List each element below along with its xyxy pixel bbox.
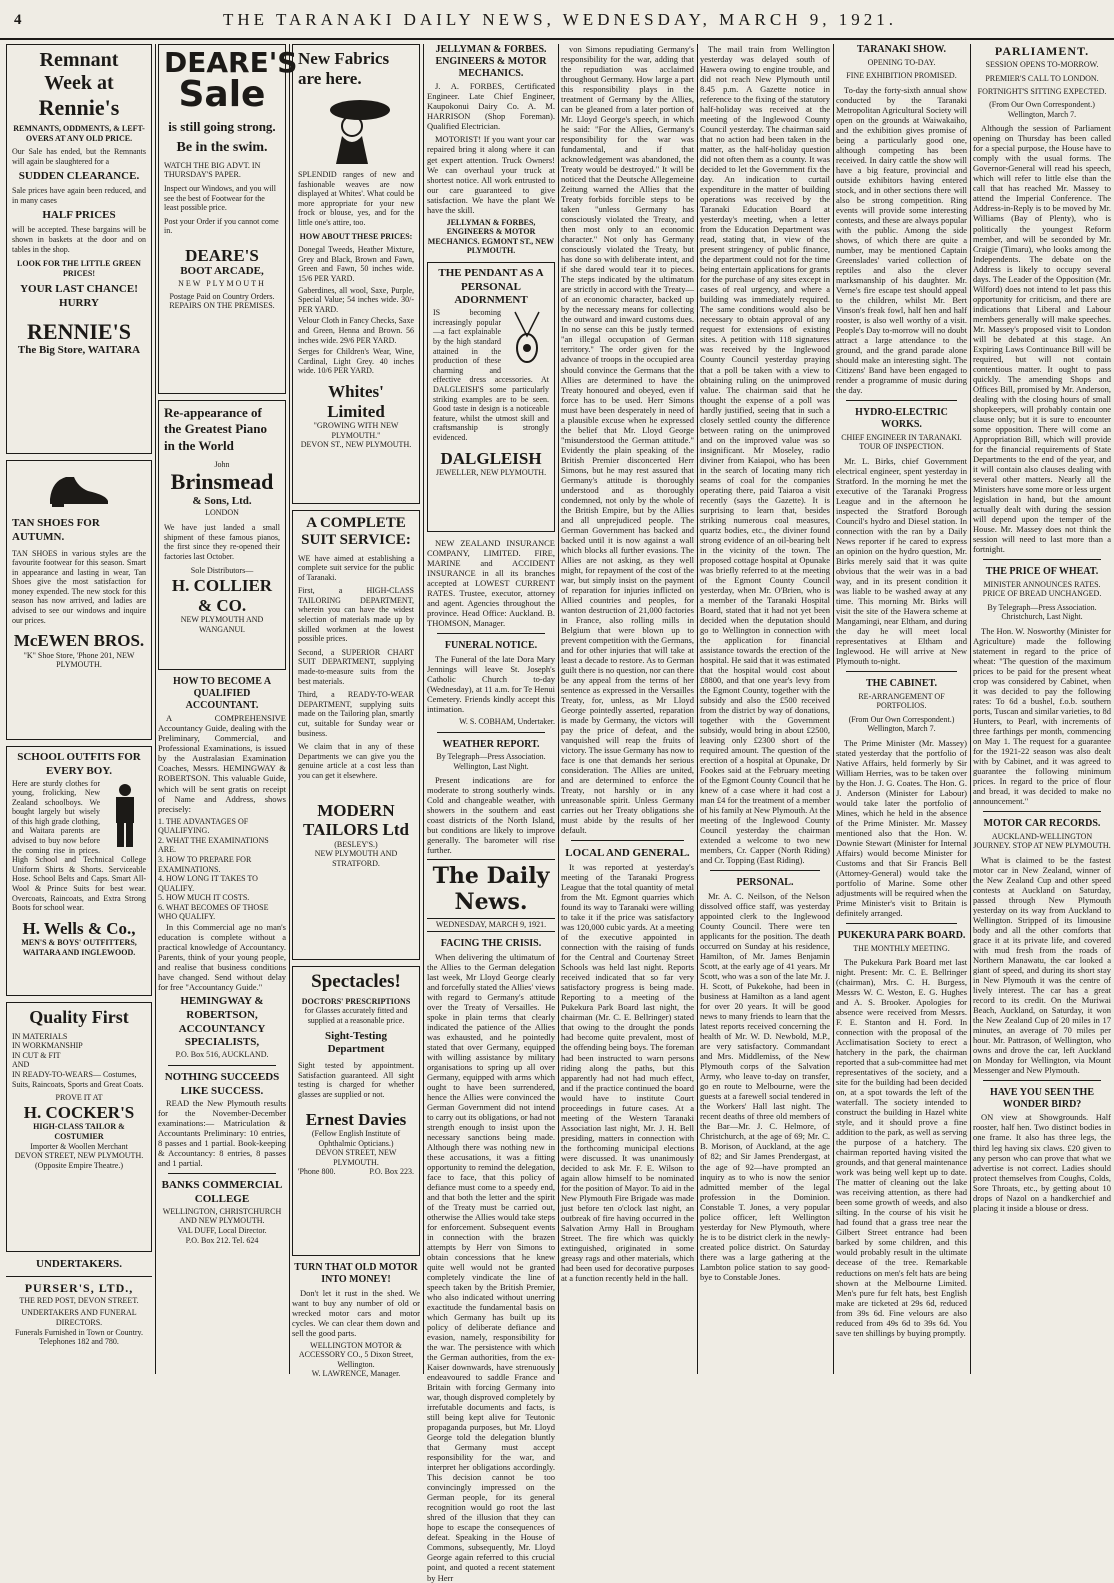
column-6	[700, 44, 830, 1374]
column-rule	[558, 44, 559, 1374]
ad-line: "K" Shoe Store, 'Phone 201, NEW PLYMOUTH.	[23, 650, 135, 670]
ad-line: Importer & Woollen Merchant	[30, 1141, 128, 1151]
article-heading: LOCAL AND GENERAL.	[565, 847, 690, 860]
ad-text: First, a HIGH-CLASS TAILORING DEPARTMENT, wherein you can have the widest selection of materials made up by skilled workmen at the lowest possible prices.	[298, 586, 414, 644]
ad-text: IS becoming increasingly popular —a fact explainable by the high standard attained in the production of these charming and effective dress accessories. At DALGLEISH'S some particularly striking examples are to be seen. Good taste in design is a noticeable feature, whilst the utmost skill and craftsmanship is strongly evidenced.	[433, 308, 549, 442]
ad-line: The Big Store, WAITARA	[17, 344, 141, 357]
ad-box: P.O. Box 223.	[369, 1167, 414, 1177]
notice-line: Funerals Furnished in Town or Country. Telephones 182 and 780.	[14, 1327, 144, 1347]
deare-ad	[158, 44, 298, 394]
notice-heading: NOTHING SUCCEEDS LIKE SUCCESS.	[164, 1070, 280, 1097]
ad-text: WE have aimed at establishing a complete suit service for the public of Taranaki.	[298, 553, 414, 582]
ad-line: (BESLEY'S.)	[334, 839, 378, 849]
byline: By Telegraph—Press Association. Christchurch, Last Night.	[987, 602, 1097, 622]
newspaper-title: The Daily News.	[432, 863, 550, 916]
shoe-icon	[44, 471, 114, 509]
article-text: Mr. L. Birks, chief Government electrical engineer, spent yesterday in Stratford. In the morning he met the executive of the Taranaki Progress League and in the afternoon he inspected the Stratford Borough Council's hydro and Diesel station. In connection with the ran by a Daily News reporter if he cared to express an opinion on the hydro question, Mr. Birks merely said that it was quite obvious that the weir was in a bad way, and in its present condition it was liable to be washed away at any time. This morning Mr. Birks will visit the site of the Hawera scheme at Mangamingi, near Eltham, and during the day he will meet local representatives at Eltham and Inglewood. He will arrive at New Plymouth to-night.	[836, 455, 967, 666]
ad-price: Gaberdines, all wool, Saxe, Purple, Special Value; 54 inches wide. 30/- PER YARD.	[298, 285, 414, 314]
ad-name: DALGLEISH	[440, 448, 542, 468]
ad-heading: A COMPLETE SUIT SERVICE:	[301, 515, 411, 549]
notice-signature: W. S. COBHAM, Undertaker.	[459, 717, 555, 726]
rennie-ad	[6, 44, 152, 454]
issue-date: WEDNESDAY, MARCH 9, 1921.	[427, 918, 555, 931]
article-subheading: RE-ARRANGEMENT OF PORTFOLIOS.	[858, 691, 945, 711]
notice-item: 6. WHAT BECOMES OF THOSE WHO QUALIFY.	[158, 902, 269, 922]
notice-text: J. A. FORBES, Certificated Engineer. Late Chief Engineer, Kaupokonui Dairy Co. A. M. HARRISON (Shop Foreman). Qualified Electrician.	[427, 81, 555, 132]
notice-line: JELLYMAN & FORBES, ENGINEERS & MOTOR MECHANICS. EGMONT ST., NEW PLYMOUTH.	[427, 217, 555, 256]
ad-line: John	[214, 459, 230, 469]
cocker-ad	[6, 1002, 152, 1252]
accountancy-notice	[158, 676, 286, 1168]
page-number: 4	[14, 12, 22, 28]
notice-tel: Tel. 624	[232, 1235, 259, 1245]
notice-line: VAL DUFF, Local Director.	[177, 1226, 267, 1236]
byline: (From Our Own Correspondent.) Wellington, March 7.	[848, 714, 955, 734]
ad-price: Velour Cloth in Fancy Checks, Saxe and Green, Henna and Brown. 56 inches wide. 29/6 PER YARD.	[298, 316, 414, 345]
ad-line: (Fellow English Institute of Ophthalmic Opticians.)	[311, 1129, 401, 1148]
ad-line: AND	[12, 1060, 30, 1070]
article-text: When delivering the ultimatum of the Allies to the German delegation last week, Mr Lloyd George clearly and forcefully stated the Allies' views with regard to Germany's attitude over the Treaty of Versailles. He spoke in plain terms that clearly indicated the patience of the Allies was exhausted, and he pointedly stated that over Germany, equipped with willing assistance by military organisations to spring up all over Germany, equipped with arms which ought to have been surrendered, hence the Allies were convinced the German Government did not intend to carry out its obligations, or had not strength enough to insist upon the necessary sanctions being made. Although there was nothing new in these accusations, it was a fitting opportunity to remind the delegation, face to face, that this policy of defiance must come to a speedy end, and that both the letter and the spirit of the Treaty must be carried out, otherwise the Allies would take steps for enforcement. Subsequent events in connection with the brazen attempts by Herr von Simons to obtain concessions that he knew quite well would not be granted completely vindicate the line of speech taken by the British Premier, who also indicated without unerring exactitude the fundamental basis on which Germany has built up its policy of deliberate defiance and evasion, namely, responsibility for the war. The persistence with which the German authorities, from the ex-Kaiser downwards, have strenuously endeavoured to saddle France and Britain with forcing Germany into war, though disproved completely by irrefutable documents and facts, is still being kept alive for Teutonic propaganda purposes, but Mr. Lloyd George told the delegation bluntly that Germany must accept responsibility for the war, and interpret her obligations accordingly. This decision cannot be too convincingly impressed on the German people, for its general recognition would go root the last shred of the illusion that they can hope to escape the consequences of defeat. Speaking in the House of Commons, subsequently, Mr. Lloyd George again referred to this crucial point, and quoted a recent statement by Herr	[427, 951, 555, 1583]
ad-line: PROVE IT AT	[55, 1093, 103, 1103]
ad-line: YOUR LAST CHANCE! HURRY	[20, 283, 138, 310]
ad-heading: SCHOOL OUTFITS FOR EVERY BOY.	[17, 751, 141, 777]
pendant-icon	[505, 310, 549, 370]
notice-item: 5. HOW MUCH IT COSTS.	[158, 893, 250, 903]
ad-text: Inspect our Windows, and you will see the best of Footwear for the least possible price.	[164, 183, 276, 213]
ad-line: LONDON	[205, 508, 239, 518]
article-text: ON view at Showgrounds. Half rooster, half hen. Two distinct bodies in one frame. It also has three legs, the third leg having six claws. £20 given to any person who can prove that what we advertise is not correct. Ladies should protect themselves from Coughs, Colds, Sore Throats, etc., by getting about 10 drops of Nazol on a handkerchief and placing it inside a blouse or dress.	[973, 1112, 1111, 1213]
ad-name: McEWEN BROS.	[13, 631, 145, 651]
ad-text: Sale prices have again been reduced, and in many cases	[12, 186, 146, 206]
insurance-notice: NEW ZEALAND INSURANCE COMPANY, LIMITED. FIRE, MARINE and ACCIDENT INSURANCE in all its branches accepted at LOWEST CURRENT RATES. Trustee, executor, attorney and agent. Agencies throughout the province. Head Office: Auckland. B. THOMSON, Manager.	[427, 537, 555, 629]
spectacles-ad	[292, 966, 420, 1256]
article-heading: PARLIAMENT.	[994, 44, 1090, 58]
ad-line: LOOK FOR THE LITTLE GREEN PRICES!	[17, 259, 141, 278]
ad-heading: TAN SHOES FOR AUTUMN.	[12, 517, 100, 543]
notice-line: WELLINGTON, CHRISTCHURCH AND NEW PLYMOUTH.	[162, 1206, 282, 1226]
ad-text: We claim that in any of these Departments we can give you the genuine article at a cost less than you can get it elsewhere.	[298, 742, 414, 780]
notice-item: 4. HOW LONG IT TAKES TO QUALIFY.	[158, 874, 258, 893]
ad-text: WATCH THE BIG ADVT. IN THURSDAY'S PAPER.	[164, 160, 261, 180]
hat-icon	[316, 92, 396, 164]
ad-line: HIGH-CLASS TAILOR & COSTUMIER	[33, 1122, 125, 1141]
article-text: The mail train from Wellington yesterday was delayed south of Hawera owing to engine trouble, and did not reach New Plymouth until 8.45 p.m. A Gazette notice in reference to the fixing of the statutory half-holiday was received at the meeting of the Inglewood County Council yesterday. The chairman said that no action had been taken in the matter, as the half-holiday question did not often them as a county. It was decided to let the Government fix the day. An indication to curtail expenditure in the matter of building operations was received by the Taranaki Education Board at yesterday's meeting, when a letter from the Education Department was read, stating that, in view of the present stringency of public finance, the department could not for the time being entertain applications for grants for the purchase of any sites except in cases of real urgency, and where a building was immediately required. The same conditions would also be necessary to obtain approval of any request for extensions of existing sites. A petition with 118 signatures was received by the Inglewood County Council yesterday praying that a poll be taken with a view to obtaining ruling on the unimproved value. The chairman said that he thought the expense of a poll was hardly justified, seeing that in such a closely settled county the difference between rating on the unimproved and on the improved value was so insignificant. Mr Moseley, radio diviner from Kaiapoi, who has been in the search of locating many rich seams of coal for the companies operating there, paid Taiaroa a visit recently (says the Gazette). It is surprising to learn that, besides striking numerous coal measures, quartz bodies, etc., the diviner found strong evidence of an oil-bearing belt in the vicinity of the town. The proposed cottage hospital at Opunake was briefly referred to at the meeting of the Egmont County Council yesterday, when Mr. O'Brien, who is a member of the Taranaki Hospital Board, stated that it had not yet been decided when the deputation should go to Wellington in connection with the application for financial assistance towards the erection of the hospital. He said that it was estimated that the hospital would cost about £8800, and that one year's levy from the Egmont County, together with the subsidy and also the £500 received from the district by way of donations, together with the Government subsidy, would bring in about £2500, leaving only £2300 short of the required amount. The question of the erection of a hospital at Opunake, Dr Fookes said at the February meeting of the Egmont County Council that he knew of a case where it had cost a man £4 for the treatment of a member of his family at New Plymouth. At the meeting of the Inglewood County Council yesterday the chairman extended a welcome to two new members, Cr. Capper (North Riding) and Cr. Topping (East Riding).	[700, 44, 830, 866]
ad-name: Brinsmead	[170, 469, 274, 495]
column-rule	[970, 44, 971, 1374]
notice-text: The Funeral of the late Dora Mary Jennings will leave St. Joseph's Catholic Church to-day (Wednesday), at 11 a.m. for Te Henui Cemetery. Friends kindly accept this intimation.	[427, 653, 555, 714]
ad-text: Third, a READY-TO-WEAR DEPARTMENT, supplying suits made on the Tailoring plan, smartly cut, suitable for Sunday wear or business.	[298, 690, 414, 738]
ad-line: "GROWING WITH NEW PLYMOUTH."	[313, 421, 399, 440]
ad-name: Whites' Limited	[327, 381, 385, 421]
column-7	[836, 44, 967, 1374]
notice-heading: BANKS COMMERCIAL COLLEGE	[161, 1179, 283, 1206]
column-rule	[697, 44, 698, 1374]
undertakers-notice	[6, 1258, 152, 1347]
ad-heading: New Fabrics are here.	[298, 49, 390, 88]
article-subheading: FORTNIGHT'S SITTING EXPECTED.	[977, 87, 1107, 97]
article-subheading: OPENING TO-DAY.	[867, 57, 936, 67]
column-4	[427, 44, 555, 1583]
article-heading: PERSONAL.	[736, 877, 794, 889]
ad-text: Our Sale has ended, but the Remnants will again be slaughtered for a	[12, 147, 146, 167]
notice-text: Don't let it rust in the shed. We want to buy any number of old or wrecked motor cars and motor cycles. We can clear them down and sell the good parts.	[292, 1287, 420, 1338]
masthead-title: THE TARANAKI DAILY NEWS, WEDNESDAY, MARCH 9, 1921.	[222, 10, 898, 29]
ad-line: Week at	[44, 72, 114, 94]
ad-name: DEARE'S	[185, 245, 259, 265]
ad-line: NEW PLYMOUTH	[178, 279, 266, 289]
ad-name: H. COCKER'S	[23, 1102, 135, 1122]
whites-ad	[292, 44, 420, 504]
ad-price: Serges for Children's Wear, Wine, Cardinal, Light Grey. 40 inches wide. 10/6 PER YARD.	[298, 347, 414, 376]
ad-name: MODERN TAILORS Ltd	[303, 800, 409, 840]
article-heading: THE PRICE OF WHEAT.	[985, 566, 1099, 578]
ad-line: DEVON ST., NEW PLYMOUTH.	[300, 440, 412, 450]
notice-item: 3. HOW TO PREPARE FOR EXAMINATIONS.	[158, 854, 252, 874]
article-heading: MOTOR CAR RECORDS.	[983, 817, 1101, 829]
suit-service-ad	[292, 510, 420, 960]
ad-name: Ernest Davies	[305, 1109, 407, 1129]
ad-line: Sole Distributors—	[190, 566, 254, 576]
column-5	[561, 44, 694, 1374]
notice-text: READ the New Plymouth results for the November-December examinations:— Matriculation & Accountants Preliminary: 10 entries, 8 passes and 1 partial. Book-keeping & Accountancy: 8 entries, 8 passes and 1 partial.	[158, 1098, 286, 1169]
ad-line: Be in the swim.	[176, 140, 268, 156]
ad-line: BOOT ARCADE,	[180, 265, 264, 278]
ad-heading: Quality First	[29, 1007, 129, 1027]
byline: By Telegraph—Press Association. Wellington, Last Night.	[436, 752, 546, 771]
article-subheading: AUCKLAND-WELLINGTON JOURNEY. STOP AT NEW PLYMOUTH.	[973, 831, 1111, 851]
ad-line: DOCTORS' PRESCRIPTIONS	[301, 996, 411, 1006]
ad-line: JEWELLER, NEW PLYMOUTH.	[435, 468, 547, 478]
article-text: von Simons repudiating Germany's responsibility for the war, adding that the repudiation was acclaimed throughout Germany. How large a part this responsibility plays in the treatment of Germany by the Allies, can be gleaned from a later portion of Mr. Lloyd George's speech, in which he said: "For the Allies, Germany's responsibility for the war was fundamental, and if that acknowledgement was abandoned, the Treaty would be destroyed." It will be noticed that the Deutsche Allegemeine Zeitung warned the Allies that the Treaty forbids forcible steps to be taken "unless Germany has consciously violated the Treaty, and then most only to an economic character." Not only has Germany consciously violated the Treaty, but has done so with deliberate intent, and if she dared would tear it to pieces. The steps indicated by the ultimatum are strictly in accord with the Treaty—of an economic character, backed up by the necessary means for collecting the outward and inward customs dues. In no sense can this be justly termed "an illegal occupation of German territory." The order given for the advance of troops in the occupied area should convince the Germans that the Allies are determined to have the Treaty honoured and obeyed, even if force has to be used. Herr Simons must have been desperately in need of a plausible excuse when he expressed the belief that Mr. Lloyd George "misunderstood the German attitude." Evidently the plain speaking of the British Premier disconcerted Herr Simons, but he may rest assured that Germany's attitude is thoroughly understood and as thoroughly condemned, not only by the whole of the British Empire, but by the Allies and all unprejudiced people. The German Government has backed and backed until it is now against a wall which blocks all further evasions. The Allies are not asking, as they well might, for repayment of the cost of the war, but simply insist on the payment of reparation for injuries inflicted on Allied countries and peoples, for wanton destruction of 21,000 factories in France, also rolling mills in Belgium that were blown up to prevent competition with the Germans, and for other injuries that will take at least a decade to restore. As to German guilt there is no question, nor can there be any appeal from the terms of her sentence as expressed in the Versailles Treaty, for, unless, as Mr Lloyd George pointedly asserted, reparation is made by Germany, the victors will pay the price of defeat, and the vanquished will reap the fruits of victory. The issue Germany has now to face is one that demands her serious consideration. The Allies are united, and are determined to enforce the Treaty, not harshly or in any unreasonable spirit. Unless Germany carries out her Treaty obligations she must abide by the results of her default.	[561, 44, 694, 836]
ad-text: Here are sturdy clothes for young, frolicking, New Zealand schoolboys. We bought largely but wisely of this high grade clothing, and Waitara parents are advised to buy now before the coming rise in prices. High School and Technical College Uniform Shirts & Shorts. Serviceable Hose. School Belts and Caps. Smart All-Wool & Prince Suits for best wear. Overcoats, Raincoats, and Extra Strong Boots for school wear.	[12, 778, 146, 913]
ad-line: Remnant	[39, 49, 119, 71]
notice-line: UNDERTAKERS AND FUNERAL DIRECTORS.	[21, 1308, 137, 1327]
ad-price: Donegal Tweeds, Heather Mixture, Grey and Black, Brown and Fawn, Green and Fawn, 50 inches wide. 15/6 PER YARD.	[298, 245, 414, 284]
ad-phone: 'Phone 800.	[298, 1167, 336, 1177]
ad-text: Second, a SUPERIOR CHART SUIT DEPARTMENT, supplying made-to-measure suits from the best materials.	[298, 647, 414, 686]
notice-item: 2. WHAT THE EXAMINATIONS ARE.	[158, 835, 269, 855]
ad-line	[298, 1167, 414, 1177]
column-3	[292, 44, 420, 1379]
jellyman-notice	[427, 44, 555, 256]
ad-line: HALF PRICES	[42, 208, 116, 221]
article-text: The Hon. W. Nosworthy (Minister for Agriculture) made the following statement in regard to the price of wheat: "The question of the maximum prices to be paid for the present wheat crop was considered by Cabinet, when it was decided to pay the following rates: To 6d a bushel, f.o.b. southern ports, Tuscan and similar varieties, to 8d Hunters, to Pearl, with increments of three farthings per month, commencing on May 1. The request for a guarantee for the 1921-22 season was also dealt with by Cabinet, and it was agreed to guarantee the following minimum prices. In regard to the price of flour and bread, it was decided to make no announcement."	[973, 625, 1111, 806]
notice-line: P.O. Box 516, AUCKLAND.	[175, 1050, 269, 1060]
ad-text: for Glasses accurately fitted and supplied at a reasonable price.	[304, 1006, 408, 1026]
article-heading: FACING THE CRISIS.	[440, 937, 542, 949]
column-rule	[833, 44, 834, 1374]
ad-line: NEW PLYMOUTH AND STRATFORD.	[314, 849, 398, 868]
notice-heading: TURN THAT OLD MOTOR INTO MONEY!	[294, 1262, 418, 1285]
motor-notice	[292, 1262, 420, 1379]
column-2	[158, 44, 298, 1374]
ad-text: will be accepted. These bargains will be shown in baskets at the door and on tables in the shop.	[12, 225, 146, 254]
notice-text: Present indications are for moderate to strong southerly winds. Cold and changeable weather, with showers in the southern and east coast districts of the North Island, but conditions are likely to improve generally. The barometer will rise further.	[427, 775, 555, 856]
ad-line: IN WORKMANSHIP	[12, 1041, 83, 1051]
ad-text: Sight tested by appointment. Satisfaction guaranteed. All sight testing is charged for whether glasses are supplied or not.	[298, 1061, 414, 1099]
notice-text: MOTORIST! If you want your car repaired bring it along where it can get expert attention. Truck Owners! We can overhaul your truck at shortest notice. All work entrusted to our care guaranteed to give satisfaction. We have the plant We have the skill.	[427, 134, 555, 215]
article-text: The Pukekura Park Board met last night. Present: Mr. C. E. Bellringer (chairman), Mrs. C. H. Burgess, Messrs W. C. Weston, E. G. Hughes and A. S. Brooker. Apologies for absence were received from Messrs. F. E. Stanton and H. Ford. In connection with the proposal of the Acclimatisation Society to erect a hatchery in the park, the chairman reported that a sub-committee had met representatives of the society, and a site for the building had been decided on, at a spot towards the left of the waterfall. The society intended to construct the building in Hazel white style, and it should prove a fine addition to the park, as well as serving the purpose of a hatchery. The chairman reported having visited the grounds, and that general maintenance work was being well kept up to date. The matter of cleaning out the lake was receiving attention, as there had been some growth of weeds, and also silting. In the course of his visit he had found that a grass tree near the Gilbert Street entrance had been barked by some children, and this would probably result in the ultimate decease of the tree. Remarkable reductions on men's felt hats are being shown at the Melbourne Limited. Men's pure fur felt hats, best English make are ticketed at 29s 6d, reduced from 39s 6d. Fine velours are also reduced from 49s 6d to 39s 6d. You save ten shillings by buying promptly.	[836, 957, 967, 1338]
ad-heading: THE PENDANT AS A PERSONAL ADORNMENT	[438, 266, 544, 307]
ad-name: H. Wells & Co.,	[22, 918, 136, 938]
notice-line: WELLINGTON MOTOR & ACCESSORY CO., 5 Dixon Street, Wellington.	[298, 1340, 414, 1369]
article-subheading: PREMIER'S CALL TO LONDON.	[985, 73, 1099, 83]
ad-line: IN READY-TO-WEARS— Costumes, Suits, Raincoats, Sports and Great Coats.	[12, 1070, 144, 1089]
ad-heading: Sale	[178, 74, 266, 115]
column-8	[973, 44, 1111, 1374]
byline: (From Our Own Correspondent.) Wellington, March 7.	[989, 100, 1095, 119]
ad-line: Rennie's	[38, 95, 120, 120]
notice-name: HEMINGWAY & ROBERTSON, ACCOUNTANCY SPECIALISTS,	[178, 995, 266, 1049]
ad-line: & Sons, Ltd.	[192, 494, 252, 507]
article-subheading: THE MONTHLY MEETING.	[853, 943, 950, 953]
brinsmead-ad	[158, 400, 286, 670]
article-heading: HYDRO-ELECTRIC WORKS.	[855, 407, 948, 430]
ad-line: IN MATERIALS	[12, 1031, 68, 1041]
banks-notice	[158, 1179, 286, 1245]
notice-text: In this Commercial age no man's education is complete without a practical knowledge of Accountancy. Parents, think of your young people, and realise that business conditions have changed. Send without delay for free "Accountancy Guide."	[158, 922, 286, 993]
article-text: The Prime Minister (Mr. Massey) stated yesterday that the portfolio of Native Affairs, held formerly by Sir William Herries, was to be taken over by the Hon. J. G. Coates. The Hon. G. J. Anderson (Minister for Labour) would take later the portfolio of Mines, which he held in the absence of the Prime Minister. Mr. Massey mentioned also that the Hon. W. Downie Stewart (Minister for Internal Affairs) would become Minister for Customs and that Sir Francis Bell (Attorney-General) would take the portfolio of Marine. Some other adjustments will be required when the Prime Minister's visit to Britain is definitely arranged.	[836, 737, 967, 918]
notice-heading: HOW TO BECOME A QUALIFIED ACCOUNTANT.	[172, 676, 272, 711]
ad-text: TAN SHOES in various styles are the favourite footwear for this season. Smart in appearance and lasting in wear, Tan Shoes give the most satisfaction for money expended. The new stock for this season has now arrived, and ladies are advised to see our windows and inquire our prices.	[12, 548, 146, 625]
column-rule	[423, 44, 424, 1374]
notice-line: THE RED POST, DEVON STREET.	[19, 1295, 139, 1305]
article-heading: HAVE YOU SEEN THE WONDER BIRD?	[989, 1086, 1094, 1110]
ad-text: SPLENDID ranges of new and fashionable weaves are now displayed at Whites'. What could be more appropriate for your new frock or blouse, yes, and for the little one's attire, too.	[298, 170, 414, 228]
ad-heading: Spectacles!	[311, 971, 401, 992]
ad-line: IN CUT & FIT	[12, 1050, 61, 1060]
ad-line: REMNANTS, ODDMENTS, & LEFT-OVERS AT ANY OLD PRICE.	[13, 124, 145, 143]
ad-line: Postage Paid on Country Orders. REPAIRS ON THE PREMISES.	[169, 291, 275, 311]
notice-item: 1. THE ADVANTAGES OF QUALIFYING.	[158, 816, 249, 836]
ad-line: DEVON STREET, NEW PLYMOUTH.	[315, 1148, 397, 1167]
ad-line: NEW PLYMOUTH AND WANGANUI.	[180, 615, 264, 634]
ad-name: DEARE'S	[164, 46, 298, 79]
notice-line: W. LAWRENCE, Manager.	[311, 1369, 401, 1379]
notice-heading: JELLYMAN & FORBES. ENGINEERS & MOTOR MECHANICS.	[435, 44, 547, 79]
ad-line: SUDDEN CLEARANCE.	[18, 169, 140, 182]
ad-line: DEVON STREET, NEW PLYMOUTH. (Opposite Empire Theatre.)	[14, 1151, 144, 1170]
ad-line: is still going strong.	[168, 119, 276, 134]
wells-ad	[6, 746, 152, 996]
ad-name: RENNIE'S	[27, 318, 131, 344]
article-text: Mr. A. C. Neilson, of the Nelson dissolved office staff, was yesterday appointed clerk to the Inglewood County Council. There were ten applicants for the position. The death occurred on Sunday at his residence, Hamilton, of Mr. James Benjamin Scott, at the early age of 41 years. Mr Scott, who was a son of the late Mr. J. H. Scott, of Pukekohe, had been in business at Hamilton as a land agent for over 20 years. It will be good news to many friends to learn that the latest reports received concerning the health of Mr. W. D. Newbold, M.P., are very satisfactory. Commandant and Mrs. Middlemiss, of the New Plymouth corps of the Salvation Army, who leave to-day on transfer, go en route to Melbourne, were the guests at a farewell social tendered in the Workers' Hall last night. The recent deaths of three old members of the Bar—Mr. J. C. Helmore, of Christchurch, at the age of 69; Mr. C. B. Morison, of Auckland, at the age of 82; and Sir James Prendergast, at the age of 92—have prompted an inquiry as to who is now the senior admitted member of the legal profession in the Dominion. Constable T. Jones, a very popular police officer, left Wellington yesterday for New Plymouth, where he is to be district clerk in the newly-created police district. On Saturday there was a large gathering at the Lambton police station to say good-bye to Constable Jones.	[700, 891, 830, 1282]
article-heading: TARANAKI SHOW.	[857, 44, 946, 55]
article-text: It was reported at yesterday's meeting of the Taranaki Progress League that the total quantity of metal from the Mt. Egmont quarries which found its way to Taranaki were willing to take it if the price was satisfactory was 120,000 cubic yards. At a meeting of the executive appointed in connection with the raising of funds for the Central and Courtenay Street Schools was held last night. Reports received indicated that so far very satisfactory progress is being made. Reporting to a meeting of the Pukekura Park Board last night, the chairman (Mr. C. E. Bellringer) stated that owing to the drought the ponds had become quite prevalent, most of the offending being boys. The foreman had been instructed to warn persons riding along the paths, but this apparently had not had much effect, and if the practice continued the board would have to institute Court proceedings in future cases. At a meeting of the Western Taranaki Association last night, Mr. J. H. Bell presiding, matters in connection with the forthcoming municipal elections were discussed. It was unanimously decided to ask Mr. F. E. Wilson to again allow himself to be nominated for the position of Mayor. To aid in the New Plymouth Fire Brigade was made just before ten o'clock last night, an outbreak of fire having occurred in the Salvation Army Hall in Brougham Street. The fire which was quickly extinguished, originated in some greasy rags and other materials, which had been used for decorative purposes at a function recently held in the hall.	[561, 862, 694, 1283]
ad-line: HOW ABOUT THESE PRICES:	[299, 231, 413, 241]
article-text: What is claimed to be the fastest motor car in New Zealand, winner of the New Zealand Cup and other speed contests at Auckland on Saturday, passed through New Plymouth yesterday on its way from Auckland to Wellington. Stripped of its limousine body and all the other comforts that grace it at its private life, and covered with mud fresh from the roads of Northern Manawatu, the car looked a giant of speed, and during its short stay in New Plymouth it was the centre of lively interest. The car has a great record to its credit. On the Muriwai Beach, Auckland, on Saturday, it won the New Zealand Cup of 20 miles in 17 minutes, an average of 70 miles per hour. Mr. Pattrason, of Wellington, who owns and drove the car, left Auckland on Monday for Wellington, via Mount Messenger and New Plymouth.	[973, 854, 1111, 1075]
masthead	[0, 0, 1114, 40]
article-heading: THE CABINET.	[866, 677, 937, 689]
article-heading: PUKEKURA PARK BOARD.	[837, 929, 966, 941]
ad-text: We have just landed a small shipment of these famous pianos, the first since they re-opened their factories last October.	[164, 522, 280, 561]
notice-box: P.O. Box 212.	[185, 1235, 231, 1245]
ad-heading: Re-appearance of the Greatest Piano in the World	[164, 405, 268, 453]
article-subheading: FINE EXHIBITION PROMISED.	[846, 71, 957, 81]
notice-text: A COMPREHENSIVE Accountancy Guide, dealing with the Preliminary, Commercial, and Professional Examinations, is issued by the Australasian Examination Coaches, Messrs. HEMINGWAY & ROBERTSON. This valuable Guide, which will be sent gratis on receipt of Name and Address, shows precisely:	[158, 713, 286, 814]
mcewen-ad	[6, 460, 152, 740]
ad-name: H. COLLIER & CO.	[171, 575, 273, 615]
ad-line: Sight-Testing Department	[325, 1029, 387, 1056]
notice-name: PURSER'S, LTD.,	[24, 1280, 134, 1295]
article-subheading: SESSION OPENS TO-MORROW.	[985, 60, 1099, 70]
schoolboy-icon	[104, 781, 146, 851]
notice-line	[158, 1236, 286, 1246]
article-subheading: CHIEF ENGINEER IN TARANAKI. TOUR OF INSPECTION.	[841, 432, 962, 452]
column-1	[6, 44, 152, 1374]
dalgleish-ad	[427, 262, 555, 532]
column-rule	[155, 44, 156, 1374]
column-rule	[289, 44, 290, 1374]
notice-heading: FUNERAL NOTICE.	[444, 640, 538, 652]
ad-line: MEN'S & BOYS' OUTFITTERS, WAITARA AND INGLEWOOD.	[21, 938, 137, 957]
article-text: To-day the forty-sixth annual show conducted by the Taranaki Metropolitan Agricultural Society will open on the grounds at Waiwakaiho, and the exhibition gives promise of being a particularly good one, although competing has been received. In dairy cattle the show will have a big feature, provincial and outside exhibitors having entered stock, and in other sections there will also be strong competition. Ring events will provide some interesting contests, and these are always popular with the public. Among the side shows, of which there are quite a number, may be mentioned Captain Greenslades' varied collection of reptiles and also the clever marksmanship of his daughter. Mr. Verne's fire escape test should appeal to the children, whilst Mr. Bert Vinson's freak fowl, half hen and half rooster, is also well worthy of a visit. People's Day to-morrow will no doubt attract a large attendance to the ground, and the grand parade alone should make an interesting sight. The Citizens' Band have been engaged to render a programme of music during the day.	[836, 84, 967, 396]
ad-text: Post your Order if you cannot come in.	[164, 216, 279, 236]
notice-heading: UNDERTAKERS.	[36, 1258, 122, 1270]
notice-heading: WEATHER REPORT.	[442, 738, 540, 750]
article-text: Although the session of Parliament opening on Thursday has been called for a special purpose, the House have to comply with the usual forms. The Governor-General will read his speech, which will refer to little else than the call that has reached Mr. Massey to attend the Imperial Conference. The Address-in-Reply is to be moved by Mr. Williams (Bay of Plenty), who is politically the youngest Reform member, and will be seconded by Mr. Craigie (Timaru), who looks among the Independents. The debate on the Address is likely to occupy several days. The Leader of the Opposition (Mr. Wilford) does not intend to let pass this opportunity for criticism, and there are indications that Liberal and Labour members generally will make speeches. Mr. Massey's proposed visit to London will be debated at this stage. An Expiring Laws Continuance Bill will be required, but will not contain contentious matter. It ought to pass quickly. The amending Shops and Offices Bill, promised by Mr. Anderson, dealing with the closing hours of small shopkeepers, will probably contain one clause only; but it is sure to encounter some opposition. There will come an Appropriation Bill, which will provide for the financial requirements of State Departments to the end of the year, and it will contain also clauses dealing with several other matters. Nearly all the Ministers have some more or less urgent legislation in hand, but the amount actually dealt with during the session will depend upon the temper of the House. Mr. Massey does not think the session will need to last more than a fortnight.	[973, 123, 1111, 554]
article-subheading: MINISTER ANNOUNCES RATES. PRICE OF BREAD UNCHANGED.	[982, 579, 1102, 599]
